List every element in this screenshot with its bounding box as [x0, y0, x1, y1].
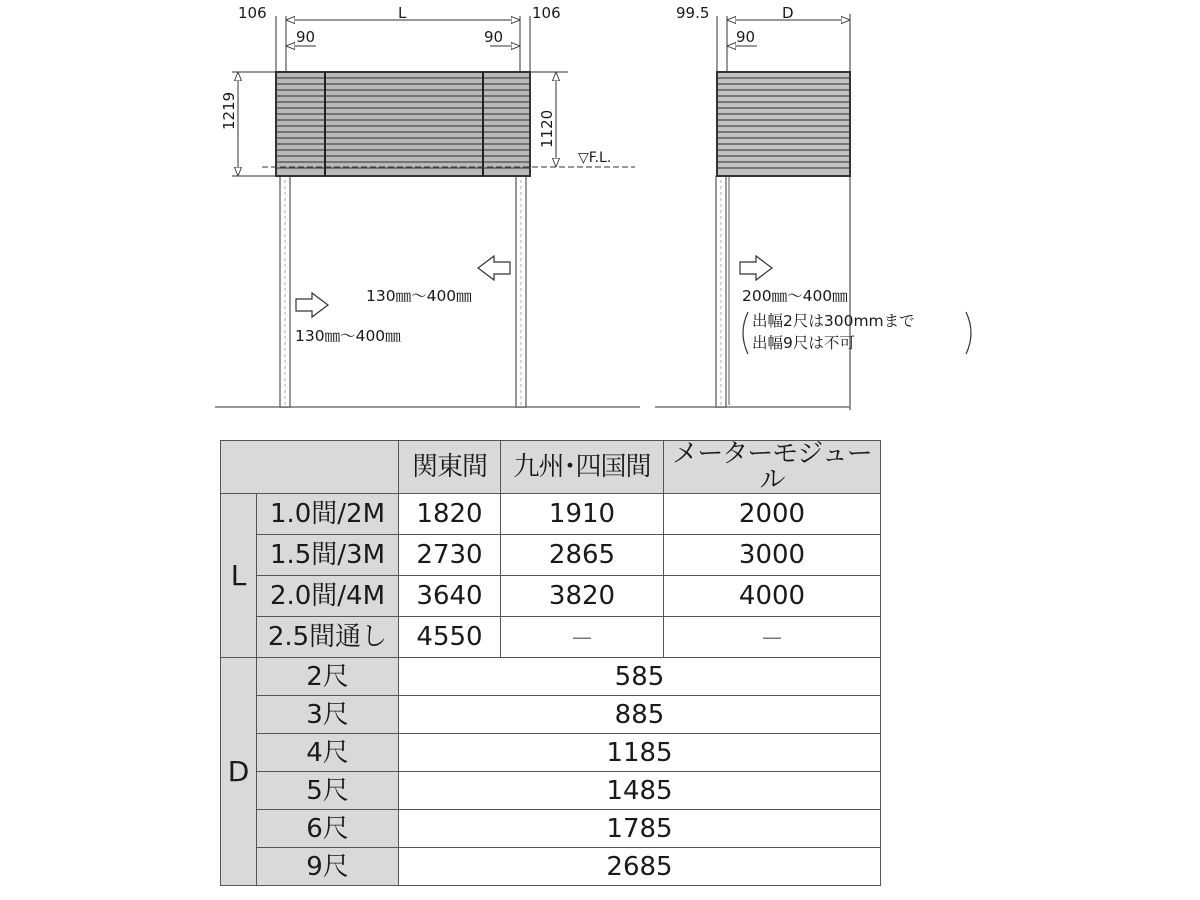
cell-kanto: 3640	[399, 576, 501, 617]
cell-depth-value: 2685	[399, 848, 881, 886]
header-kanto: 関東間	[399, 441, 501, 494]
dim-floor-height: 1120	[538, 109, 556, 148]
note-line-2: 出幅9尺は不可	[752, 334, 855, 352]
table-row	[221, 734, 881, 772]
post-range-right: 130㎜～400㎜	[366, 287, 472, 305]
arrow-right-side-icon	[740, 256, 772, 280]
row-label: 2尺	[257, 658, 399, 696]
dim-inset-right: 90	[484, 28, 504, 46]
table-row	[221, 494, 881, 535]
row-label: 2.0間/4M	[257, 576, 399, 617]
row-label: 1.0間/2M	[257, 494, 399, 535]
cell-meter: 3000	[664, 535, 881, 576]
header-meter: メーターモジュール	[664, 441, 881, 494]
dim-depth: D	[782, 4, 794, 22]
row-label: 3尺	[257, 696, 399, 734]
dim-side-left: 106	[238, 4, 267, 22]
dim-length: L	[398, 4, 407, 22]
table-row	[221, 848, 881, 886]
table-row	[221, 696, 881, 734]
row-label: 6尺	[257, 810, 399, 848]
table-corner-cell	[221, 441, 399, 494]
post-range-side: 200㎜～400㎜	[742, 287, 848, 305]
cell-kyushu: —	[501, 617, 664, 658]
cell-meter: 2000	[664, 494, 881, 535]
cell-depth-value: 1185	[399, 734, 881, 772]
size-table	[220, 440, 881, 886]
dim-inset-side: 90	[736, 28, 756, 46]
front-view	[215, 4, 640, 407]
cell-kyushu: 3820	[501, 576, 664, 617]
table-row	[221, 617, 881, 658]
slatted-panel-side	[717, 72, 850, 176]
group-label-D: D	[221, 658, 257, 886]
side-view	[655, 4, 971, 410]
cell-depth-value: 585	[399, 658, 881, 696]
note-line-1: 出幅2尺は300mmまで	[752, 312, 915, 330]
dim-total-height: 1219	[220, 91, 238, 130]
row-label: 1.5間/3M	[257, 535, 399, 576]
table-row	[221, 772, 881, 810]
cell-meter: 4000	[664, 576, 881, 617]
cell-kyushu: 1910	[501, 494, 664, 535]
floor-level-label: ▽F.L.	[578, 150, 612, 166]
cell-depth-value: 1785	[399, 810, 881, 848]
dim-offset: 99.5	[676, 4, 710, 22]
row-label: 5尺	[257, 772, 399, 810]
table-row	[221, 535, 881, 576]
arrow-left-icon	[478, 256, 510, 280]
arrow-right-icon	[296, 293, 328, 317]
cell-depth-value: 1485	[399, 772, 881, 810]
row-label: 2.5間通し	[257, 617, 399, 658]
table-row	[221, 658, 881, 696]
header-kyushu: 九州･四国間	[501, 441, 664, 494]
cell-depth-value: 885	[399, 696, 881, 734]
cell-meter: —	[664, 617, 881, 658]
dimension-drawing	[0, 0, 1200, 440]
dim-side-right: 106	[532, 4, 561, 22]
post-range-left: 130㎜～400㎜	[295, 327, 401, 345]
slatted-panel-front	[276, 72, 530, 176]
cell-kanto: 1820	[399, 494, 501, 535]
group-label-L: L	[221, 494, 257, 658]
table-row	[221, 810, 881, 848]
dim-inset-left: 90	[296, 28, 316, 46]
table-header-row	[221, 441, 881, 494]
row-label: 9尺	[257, 848, 399, 886]
cell-kanto: 2730	[399, 535, 501, 576]
row-label: 4尺	[257, 734, 399, 772]
table-row	[221, 576, 881, 617]
cell-kanto: 4550	[399, 617, 501, 658]
cell-kyushu: 2865	[501, 535, 664, 576]
